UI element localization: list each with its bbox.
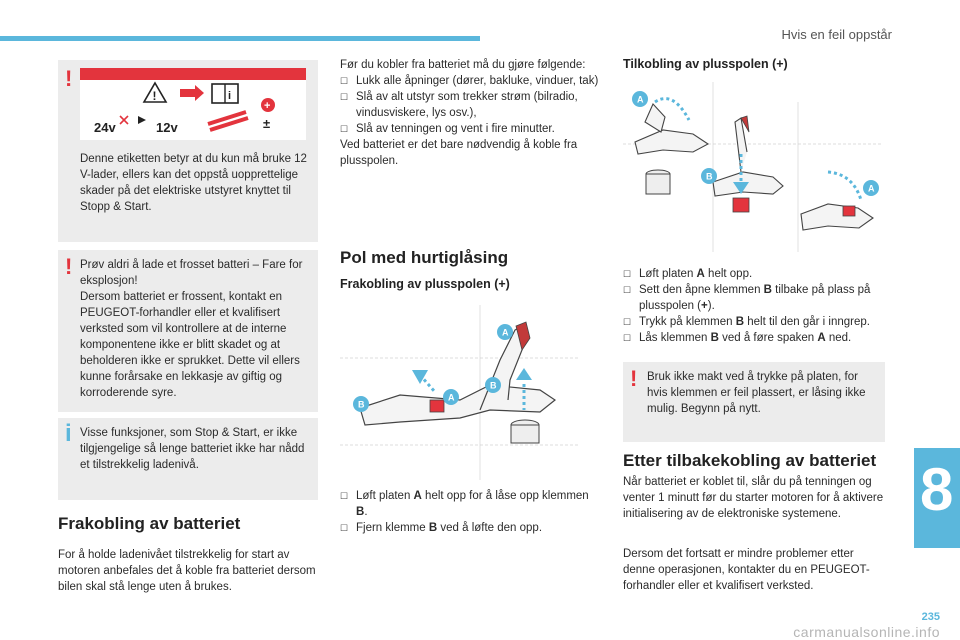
- voltage-24-label: 24v: [94, 120, 116, 135]
- after-reconnect-text-1: Når batteriet er koblet til, slår du på tenningen og venter 1 minutt før du starter motoren for å aktivere initialisering av de elektroniske systemene.: [623, 476, 884, 520]
- battery-clamp-icon: [635, 130, 708, 154]
- info-mark-icon: i: [65, 420, 72, 447]
- svg-text:B: B: [490, 380, 497, 391]
- plus-terminal-cap-icon: [733, 198, 749, 212]
- rotate-arrow-icon: [828, 172, 861, 200]
- chapter-tab: [914, 448, 960, 548]
- checkbox-bullet-icon: ☐: [340, 491, 349, 501]
- arrow-up-icon: [516, 368, 532, 380]
- header-accent-bar: [0, 36, 480, 41]
- arrow-icon: [138, 116, 146, 124]
- warning-mark-icon: !: [65, 66, 73, 91]
- after-reconnect-text-2: Dersom det fortsatt er mindre problemer etter denne operasjonen, kontakter du en PEUGEOT-forhandler eller et kvalifisert verksted.: [623, 548, 870, 592]
- frozen-battery-warning-box: [58, 250, 318, 412]
- checkbox-bullet-icon: ☐: [340, 124, 349, 134]
- connect-terminal-illustration: [623, 82, 883, 254]
- warning-sticker: [80, 68, 306, 140]
- svg-text:B: B: [358, 399, 365, 410]
- svg-text:!: !: [152, 89, 157, 103]
- before-outro: Ved batteriet er det bare nødvendig å koble fra plusspolen.: [340, 139, 578, 167]
- svg-text:A: A: [448, 392, 455, 403]
- list-item: ☐ Slå av alt utstyr som trekker strøm (bilradio, vindusviskere, lys osv.),: [340, 91, 578, 119]
- force-warning-box: [623, 362, 885, 442]
- connect-plus-heading: Tilkobling av plusspolen (+): [623, 57, 788, 71]
- stop-start-info-text: Visse funksjoner, som Stop & Start, er ikke tilgjengelige så lenge batteriet ikke har nådd et tilstrekkelig ladenivå.: [80, 427, 305, 471]
- svg-text:B: B: [706, 171, 713, 182]
- svg-text:A: A: [868, 183, 875, 194]
- battery-clamp-icon: [713, 172, 783, 196]
- disconnect-plus-heading: Frakobling av plusspolen (+): [340, 277, 510, 291]
- list-item: ☐ Trykk på klemmen B helt til den går i inngrep.: [623, 316, 870, 328]
- list-item: ☐ Løft platen A helt opp.: [623, 268, 753, 280]
- checkbox-bullet-icon: ☐: [623, 285, 632, 295]
- stop-start-info-box: [58, 418, 318, 500]
- frozen-battery-warning-text: Prøv aldri å lade et frosset batteri – Fare for eksplosjon! Dersom batteriet er frossent, kontakt en PEUGEOT-forhandler eller et kvalifisert verksted som vil kontrollere at de interne komponentene ikke er blitt skadet og at beholderen ikke er sprukket. Dette vil ellers kunne forårsake en lekkasje av giftig og korroderende syre.: [80, 259, 303, 399]
- after-reconnect-heading: Etter tilbakekobling av batteriet: [623, 451, 877, 470]
- battery-clamp-icon: [801, 204, 873, 230]
- checkbox-bullet-icon: ☐: [340, 523, 349, 533]
- warning-mark-icon: !: [65, 254, 73, 279]
- disconnect-terminal-illustration: [340, 300, 580, 482]
- arrow-right-icon: [180, 85, 204, 101]
- before-disconnect-section: [340, 57, 602, 169]
- disconnect-heading: Frakobling av batteriet: [58, 514, 241, 533]
- disconnect-plus-steps: [340, 488, 602, 536]
- checkbox-bullet-icon: ☐: [623, 317, 632, 327]
- page-header-title: Hvis en feil oppstår: [781, 27, 892, 42]
- checkbox-bullet-icon: ☐: [623, 269, 632, 279]
- ground-terminal-icon: ±: [263, 116, 271, 131]
- list-item: ☐ Lås klemmen B ved å føre spaken A ned.: [623, 332, 852, 344]
- quick-lock-heading: Pol med hurtiglåsing: [340, 248, 509, 267]
- svg-text:A: A: [637, 94, 644, 105]
- watermark: carmanualsonline.info: [793, 624, 940, 640]
- svg-text:i: i: [228, 90, 232, 102]
- svg-text:A: A: [502, 327, 509, 338]
- svg-text:+: +: [264, 100, 271, 112]
- warning-mark-icon: !: [630, 366, 638, 391]
- list-item: ☐ Løft platen A helt opp for å låse opp klemmen B.: [340, 490, 589, 518]
- list-item: ☐ Slå av tenningen og vent i fire minutter.: [340, 123, 555, 135]
- battery-clamp-icon: [360, 385, 555, 425]
- checkbox-bullet-icon: ☐: [340, 76, 349, 86]
- checkbox-bullet-icon: ☐: [623, 333, 632, 343]
- disconnect-text: For å holde ladenivået tilstrekkelig for start av motoren anbefales det å koble fra batteriet dersom bilen skal stå lenge uten å brukes.: [58, 549, 316, 593]
- before-intro: Før du kobler fra batteriet må du gjøre følgende:: [340, 59, 586, 71]
- checkbox-bullet-icon: ☐: [340, 92, 349, 102]
- list-item: ☐ Lukk alle åpninger (dører, bakluke, vinduer, tak): [340, 75, 599, 87]
- plus-terminal-cap-icon: [430, 400, 444, 412]
- page-number: 235: [921, 611, 940, 623]
- voltage-12-label: 12v: [156, 120, 178, 135]
- connect-plus-steps: [623, 266, 889, 346]
- force-warning-text: Bruk ikke makt ved å trykke på platen, for hvis klemmen er feil plassert, er låsing ikke mulig. Begynn på nytt.: [647, 371, 866, 415]
- list-item: ☐ Fjern klemme B ved å løfte den opp.: [340, 522, 543, 534]
- chapter-number: 8: [920, 456, 954, 523]
- list-item: ☐ Sett den åpne klemmen B tilbake på plass på plusspolen (+).: [623, 284, 871, 312]
- label-warning-text: Denne etiketten betyr at du kun må bruke 12 V-lader, ellers kan det oppstå uopprettelige skader på det elektriske utstyret knyttet til Stopp & Start.: [80, 153, 307, 213]
